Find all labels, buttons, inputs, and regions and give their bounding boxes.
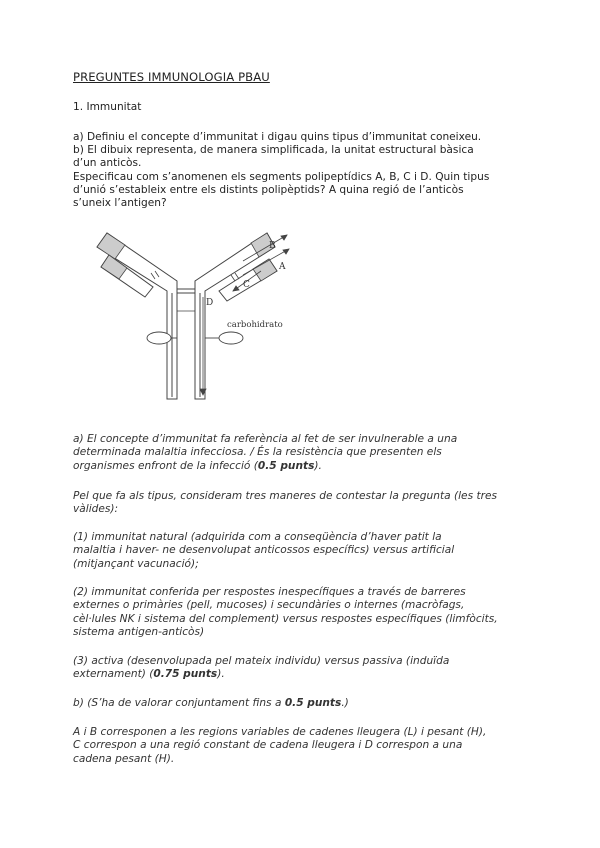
type-2-line: cèl·lules NK i sistema del complement) versus respostes específiques (limfòcits, — [73, 612, 498, 625]
type-2-line: (2) immunitat conferida per respostes inespecífiques a través de barreres — [73, 586, 466, 598]
section-heading: 1. Immunitat — [73, 101, 142, 113]
page-title: PREGUNTES IMMUNOLOGIA PBAU — [73, 70, 270, 84]
answer-b-text-line: A i B corresponen a les regions variables de cadenes lleugera (L) i pesant (H), — [73, 726, 487, 738]
answer-a — [73, 433, 533, 473]
answer-a-end: ). — [314, 459, 322, 472]
question-b-line: Especificau com s’anomenen els segments polipeptídics A, B, C i D. Quin tipus — [73, 170, 490, 183]
carbohydrate-right — [219, 332, 243, 344]
label-carbohydrate: carbohidrato — [227, 320, 283, 330]
label-c: C — [243, 280, 250, 290]
answer-a-line: a) El concepte d’immunitat fa referència al fet de ser invulnerable a una — [73, 433, 458, 445]
type-1-line: malaltia i haver- ne desenvolupat anticossos específics) versus artificial — [73, 544, 455, 557]
answer-b-post: .) — [341, 697, 349, 709]
question-b — [73, 144, 533, 210]
label-d: D — [206, 298, 214, 308]
type-2-line: externes o primàries (pell, mucoses) i secundàries o internes (macròfags, — [73, 599, 465, 612]
answer-a-line — [73, 460, 533, 473]
types-intro-line: vàlides): — [73, 503, 119, 516]
answer-b-line — [73, 697, 533, 710]
label-a: A — [279, 262, 286, 272]
type-3-line2-post: ). — [217, 668, 225, 681]
points-badge: 0.5 punts — [284, 697, 342, 709]
type-3-line2-pre: externament) ( — [73, 668, 154, 681]
type-2 — [73, 586, 533, 639]
carbohydrate-left — [147, 332, 171, 344]
question-b-line: d’unió s’estableix entre els distints polipèptids? A quina regió de l’anticòs — [73, 183, 464, 196]
types-intro — [73, 490, 533, 517]
answer-b-text-line: cadena pesant (H). — [73, 752, 175, 765]
question-b-line: d’un anticòs. — [73, 157, 142, 170]
question-b-line: s’uneix l’antigen? — [73, 197, 167, 210]
question-a: a) Definiu el concepte d’immunitat i digau quins tipus d’immunitat coneixeu. — [73, 131, 482, 143]
antibody-diagram — [93, 221, 325, 403]
answer-a-line: determinada malaltia infecciosa. / És la resistència que presenten els — [73, 446, 442, 459]
answer-b-text-line: C correspon a una regió constant de cadena lleugera i D correspon a una — [73, 739, 463, 752]
type-1 — [73, 531, 533, 571]
type-3 — [73, 655, 533, 682]
points-badge: 0.5 punts — [257, 459, 315, 472]
type-2-line: sistema antigen-anticòs) — [73, 625, 205, 638]
type-1-line: (mitjançant vacunació); — [73, 557, 199, 570]
answer-a-line-text: organismes enfront de la infecció ( — [73, 459, 258, 472]
type-1-line: (1) immunitat natural (adquirida com a conseqüència d’haver patit la — [73, 531, 442, 543]
points-badge: 0.75 punts — [153, 668, 218, 681]
type-3-line — [73, 668, 533, 681]
answer-b-text — [73, 726, 533, 766]
question-b-line: b) El dibuix representa, de manera simplificada, la unitat estructural bàsica — [73, 144, 474, 156]
answer-b-pre: b) (S’ha de valorar conjuntament fins a — [73, 697, 285, 709]
answer-b — [73, 697, 533, 710]
types-intro-line: Pel que fa als tipus, consideram tres maneres de contestar la pregunta (les tres — [73, 490, 497, 502]
label-b: B — [269, 241, 276, 251]
type-3-line: (3) activa (desenvolupada pel mateix individu) versus passiva (induïda — [73, 655, 450, 667]
antibody-svg — [93, 221, 325, 403]
